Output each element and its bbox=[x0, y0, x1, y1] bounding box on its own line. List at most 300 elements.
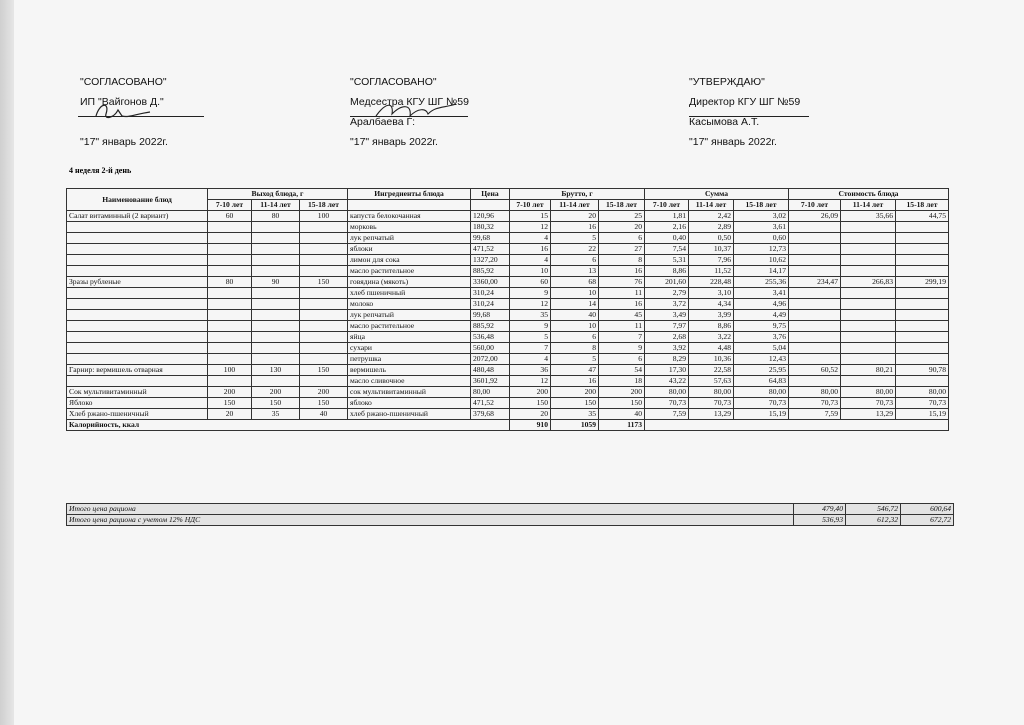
header-price: Цена bbox=[471, 189, 510, 200]
output-cell bbox=[208, 310, 252, 321]
sum-cell: 3,72 bbox=[645, 299, 689, 310]
sum-cell: 10,62 bbox=[734, 255, 789, 266]
ingredient-cell: лук репчатый bbox=[348, 233, 471, 244]
dish-name-cell bbox=[67, 288, 208, 299]
ingredient-cell: вермишель bbox=[348, 365, 471, 376]
output-cell bbox=[208, 233, 252, 244]
ingredient-cell: масло сливочное bbox=[348, 376, 471, 387]
output-cell: 200 bbox=[252, 387, 300, 398]
dish-name-cell bbox=[67, 233, 208, 244]
gross-cell: 45 bbox=[599, 310, 645, 321]
sum-cell: 3,41 bbox=[734, 288, 789, 299]
approval-title: "СОГЛАСОВАНО" bbox=[350, 76, 437, 88]
gross-cell: 11 bbox=[599, 288, 645, 299]
cost-cell: 7,59 bbox=[789, 409, 841, 420]
cost-cell bbox=[789, 343, 841, 354]
cost-cell: 44,75 bbox=[896, 211, 949, 222]
cost-cell bbox=[841, 354, 896, 365]
price-cell: 99,68 bbox=[471, 233, 510, 244]
cost-cell bbox=[841, 343, 896, 354]
table-row bbox=[67, 277, 949, 288]
sum-cell: 7,59 bbox=[645, 409, 689, 420]
cost-cell bbox=[789, 376, 841, 387]
output-cell: 35 bbox=[252, 409, 300, 420]
output-cell bbox=[300, 321, 348, 332]
dish-name-cell bbox=[67, 310, 208, 321]
table-row bbox=[67, 409, 949, 420]
output-cell bbox=[300, 244, 348, 255]
gross-cell: 5 bbox=[551, 233, 599, 244]
sum-cell: 4,48 bbox=[689, 343, 734, 354]
gross-cell: 4 bbox=[510, 233, 551, 244]
output-cell bbox=[208, 343, 252, 354]
output-cell bbox=[208, 299, 252, 310]
sum-cell: 12,43 bbox=[734, 354, 789, 365]
cost-cell bbox=[841, 255, 896, 266]
calories-row bbox=[67, 420, 949, 431]
sum-cell: 22,58 bbox=[689, 365, 734, 376]
output-cell bbox=[300, 255, 348, 266]
dish-name-cell bbox=[67, 343, 208, 354]
gross-cell: 14 bbox=[551, 299, 599, 310]
output-cell bbox=[300, 266, 348, 277]
ingredient-cell: хлеб пшеничный bbox=[348, 288, 471, 299]
output-cell bbox=[208, 332, 252, 343]
sum-cell: 80,00 bbox=[734, 387, 789, 398]
sum-cell: 3,22 bbox=[689, 332, 734, 343]
price-cell: 3360,00 bbox=[471, 277, 510, 288]
output-cell: 150 bbox=[300, 398, 348, 409]
cost-cell: 70,73 bbox=[789, 398, 841, 409]
sum-cell: 70,73 bbox=[689, 398, 734, 409]
header-cost: Стоимость блюда bbox=[789, 189, 949, 200]
cost-cell bbox=[841, 288, 896, 299]
table-row bbox=[67, 321, 949, 332]
table-row bbox=[67, 354, 949, 365]
header-age: 11-14 лет bbox=[841, 200, 896, 211]
menu-day-title: 4 неделя 2-й день bbox=[69, 166, 132, 175]
price-cell: 99,68 bbox=[471, 310, 510, 321]
output-cell bbox=[208, 255, 252, 266]
price-cell: 536,48 bbox=[471, 332, 510, 343]
gross-cell: 16 bbox=[599, 299, 645, 310]
header-output: Выход блюда, г bbox=[208, 189, 348, 200]
cost-cell: 80,00 bbox=[841, 387, 896, 398]
signature-line-3 bbox=[689, 116, 809, 117]
cost-cell: 266,83 bbox=[841, 277, 896, 288]
approval-person: Аралбаева Г: bbox=[350, 116, 416, 128]
sum-cell: 3,10 bbox=[689, 288, 734, 299]
sum-cell: 64,83 bbox=[734, 376, 789, 387]
header-dish-name: Наименование блюд bbox=[67, 189, 208, 211]
cost-cell bbox=[896, 244, 949, 255]
cost-cell bbox=[896, 299, 949, 310]
approval-date: "17" январь 2022г. bbox=[80, 136, 168, 148]
output-cell bbox=[300, 222, 348, 233]
gross-cell: 60 bbox=[510, 277, 551, 288]
gross-cell: 16 bbox=[510, 244, 551, 255]
gross-cell: 25 bbox=[599, 211, 645, 222]
output-cell: 150 bbox=[300, 277, 348, 288]
output-cell: 150 bbox=[208, 398, 252, 409]
sum-cell: 11,52 bbox=[689, 266, 734, 277]
approval-title: "СОГЛАСОВАНО" bbox=[80, 76, 167, 88]
gross-cell: 10 bbox=[551, 288, 599, 299]
sum-cell: 3,99 bbox=[689, 310, 734, 321]
cost-cell bbox=[896, 288, 949, 299]
sum-cell: 0,60 bbox=[734, 233, 789, 244]
gross-cell: 18 bbox=[599, 376, 645, 387]
header-age: 7-10 лет bbox=[510, 200, 551, 211]
output-cell bbox=[300, 376, 348, 387]
table-row bbox=[67, 288, 949, 299]
dish-name-cell: Хлеб ржано-пшеничный bbox=[67, 409, 208, 420]
output-cell bbox=[300, 343, 348, 354]
cost-cell bbox=[789, 266, 841, 277]
cost-cell bbox=[789, 233, 841, 244]
sum-cell: 0,50 bbox=[689, 233, 734, 244]
sum-cell: 10,37 bbox=[689, 244, 734, 255]
output-cell bbox=[252, 321, 300, 332]
gross-cell: 20 bbox=[599, 222, 645, 233]
sum-cell: 2,79 bbox=[645, 288, 689, 299]
gross-cell: 35 bbox=[510, 310, 551, 321]
cost-cell: 80,00 bbox=[896, 387, 949, 398]
sum-cell: 4,96 bbox=[734, 299, 789, 310]
output-cell bbox=[252, 343, 300, 354]
sum-cell: 255,36 bbox=[734, 277, 789, 288]
cost-cell: 234,47 bbox=[789, 277, 841, 288]
dish-name-cell bbox=[67, 376, 208, 387]
ingredient-cell: молоко bbox=[348, 299, 471, 310]
calories-value: 1059 bbox=[551, 420, 599, 431]
gross-cell: 35 bbox=[551, 409, 599, 420]
output-cell: 200 bbox=[300, 387, 348, 398]
output-cell: 150 bbox=[252, 398, 300, 409]
output-cell bbox=[300, 233, 348, 244]
sum-cell: 5,04 bbox=[734, 343, 789, 354]
cost-cell bbox=[841, 233, 896, 244]
output-cell bbox=[252, 376, 300, 387]
gross-cell: 200 bbox=[551, 387, 599, 398]
cost-cell: 26,09 bbox=[789, 211, 841, 222]
totals-table bbox=[66, 503, 954, 526]
output-cell: 80 bbox=[252, 211, 300, 222]
dish-name-cell bbox=[67, 299, 208, 310]
ingredient-cell: яйца bbox=[348, 332, 471, 343]
sum-cell: 2,16 bbox=[645, 222, 689, 233]
ingredient-cell: яблоко bbox=[348, 398, 471, 409]
output-cell bbox=[252, 222, 300, 233]
totals-label: Итого цена рациона с учетом 12% НДС bbox=[67, 515, 794, 526]
dish-name-cell: Гарнир: вермишель отварная bbox=[67, 365, 208, 376]
approval-title: "УТВЕРЖДАЮ" bbox=[689, 76, 765, 88]
table-row bbox=[67, 365, 949, 376]
price-cell: 379,68 bbox=[471, 409, 510, 420]
output-cell bbox=[252, 310, 300, 321]
cost-cell bbox=[896, 376, 949, 387]
gross-cell: 6 bbox=[599, 354, 645, 365]
cost-cell: 80,00 bbox=[789, 387, 841, 398]
table-row bbox=[67, 376, 949, 387]
table-row bbox=[67, 244, 949, 255]
totals-row bbox=[67, 515, 954, 526]
cost-cell bbox=[896, 321, 949, 332]
dish-name-cell bbox=[67, 255, 208, 266]
sum-cell: 80,00 bbox=[645, 387, 689, 398]
calories-label: Калорийность, ккал bbox=[67, 420, 510, 431]
sum-cell: 80,00 bbox=[689, 387, 734, 398]
sum-cell: 2,42 bbox=[689, 211, 734, 222]
gross-cell: 4 bbox=[510, 354, 551, 365]
sum-cell: 25,95 bbox=[734, 365, 789, 376]
calories-value: 1173 bbox=[599, 420, 645, 431]
gross-cell: 68 bbox=[551, 277, 599, 288]
sum-cell: 3,49 bbox=[645, 310, 689, 321]
cost-cell bbox=[789, 222, 841, 233]
gross-cell: 12 bbox=[510, 299, 551, 310]
gross-cell: 40 bbox=[551, 310, 599, 321]
table-row bbox=[67, 299, 949, 310]
calories-value: 910 bbox=[510, 420, 551, 431]
table-row bbox=[67, 233, 949, 244]
gross-cell: 40 bbox=[599, 409, 645, 420]
cost-cell bbox=[789, 288, 841, 299]
output-cell bbox=[208, 288, 252, 299]
header-sum: Сумма bbox=[645, 189, 789, 200]
gross-cell: 27 bbox=[599, 244, 645, 255]
header-age: 11-14 лет bbox=[551, 200, 599, 211]
output-cell: 90 bbox=[252, 277, 300, 288]
signature-1 bbox=[92, 100, 162, 122]
gross-cell: 6 bbox=[599, 233, 645, 244]
totals-value: 479,40 bbox=[794, 504, 846, 515]
sum-cell: 10,36 bbox=[689, 354, 734, 365]
calories-empty bbox=[645, 420, 949, 431]
approval-position: ИП "Вайгонов Д." bbox=[80, 96, 164, 108]
sum-cell: 0,40 bbox=[645, 233, 689, 244]
cost-cell: 35,66 bbox=[841, 211, 896, 222]
output-cell bbox=[208, 244, 252, 255]
dish-name-cell bbox=[67, 266, 208, 277]
sum-cell: 9,75 bbox=[734, 321, 789, 332]
ingredient-cell: лук репчатый bbox=[348, 310, 471, 321]
output-cell bbox=[300, 354, 348, 365]
ingredient-cell: сухари bbox=[348, 343, 471, 354]
gross-cell: 4 bbox=[510, 255, 551, 266]
ingredient-cell: морковь bbox=[348, 222, 471, 233]
cost-cell bbox=[896, 255, 949, 266]
gross-cell: 11 bbox=[599, 321, 645, 332]
dish-name-cell bbox=[67, 321, 208, 332]
gross-cell: 8 bbox=[599, 255, 645, 266]
price-cell: 3601,92 bbox=[471, 376, 510, 387]
gross-cell: 20 bbox=[551, 211, 599, 222]
output-cell bbox=[208, 222, 252, 233]
page-shadow bbox=[0, 0, 14, 725]
gross-cell: 9 bbox=[510, 288, 551, 299]
price-cell: 180,32 bbox=[471, 222, 510, 233]
ingredient-cell: сок мультивитаминный bbox=[348, 387, 471, 398]
output-cell: 40 bbox=[300, 409, 348, 420]
sum-cell: 5,31 bbox=[645, 255, 689, 266]
header-age: 15-18 лет bbox=[599, 200, 645, 211]
cost-cell: 70,73 bbox=[841, 398, 896, 409]
sum-cell: 8,86 bbox=[689, 321, 734, 332]
cost-cell: 13,29 bbox=[841, 409, 896, 420]
gross-cell: 9 bbox=[599, 343, 645, 354]
approval-position: Медсестра КГУ ШГ №59 bbox=[350, 96, 469, 108]
ingredient-cell: хлеб ржано-пшеничный bbox=[348, 409, 471, 420]
output-cell: 100 bbox=[208, 365, 252, 376]
dish-name-cell: Зразы рубленые bbox=[67, 277, 208, 288]
cost-cell bbox=[896, 310, 949, 321]
header-age: 7-10 лет bbox=[208, 200, 252, 211]
output-cell: 100 bbox=[300, 211, 348, 222]
table-row bbox=[67, 266, 949, 277]
totals-label: Итого цена рациона bbox=[67, 504, 794, 515]
sum-cell: 57,63 bbox=[689, 376, 734, 387]
ingredient-cell: говядина (мякоть) bbox=[348, 277, 471, 288]
cost-cell bbox=[841, 222, 896, 233]
sum-cell: 7,96 bbox=[689, 255, 734, 266]
gross-cell: 16 bbox=[599, 266, 645, 277]
table-row bbox=[67, 343, 949, 354]
gross-cell: 12 bbox=[510, 222, 551, 233]
header-age: 11-14 лет bbox=[689, 200, 734, 211]
table-row bbox=[67, 222, 949, 233]
cost-cell bbox=[896, 266, 949, 277]
gross-cell: 10 bbox=[551, 321, 599, 332]
gross-cell: 6 bbox=[551, 255, 599, 266]
output-cell bbox=[300, 332, 348, 343]
output-cell: 20 bbox=[208, 409, 252, 420]
price-cell: 560,00 bbox=[471, 343, 510, 354]
sum-cell: 228,48 bbox=[689, 277, 734, 288]
cost-cell bbox=[841, 266, 896, 277]
cost-cell bbox=[789, 255, 841, 266]
dish-name-cell bbox=[67, 244, 208, 255]
sum-cell: 2,89 bbox=[689, 222, 734, 233]
gross-cell: 54 bbox=[599, 365, 645, 376]
dish-name-cell bbox=[67, 354, 208, 365]
sum-cell: 201,60 bbox=[645, 277, 689, 288]
cost-cell bbox=[789, 310, 841, 321]
output-cell: 200 bbox=[208, 387, 252, 398]
sum-cell: 1,81 bbox=[645, 211, 689, 222]
ingredient-cell: петрушка bbox=[348, 354, 471, 365]
sum-cell: 70,73 bbox=[645, 398, 689, 409]
cost-cell bbox=[841, 332, 896, 343]
cost-cell bbox=[841, 376, 896, 387]
approval-date: "17" январь 2022г. bbox=[350, 136, 438, 148]
cost-cell: 80,21 bbox=[841, 365, 896, 376]
approval-block-3 bbox=[689, 72, 800, 152]
gross-cell: 5 bbox=[551, 354, 599, 365]
price-cell: 885,92 bbox=[471, 321, 510, 332]
sum-cell: 7,97 bbox=[645, 321, 689, 332]
header-age: 7-10 лет bbox=[789, 200, 841, 211]
output-cell bbox=[208, 321, 252, 332]
menu-table bbox=[66, 188, 949, 431]
output-cell bbox=[300, 288, 348, 299]
gross-cell: 9 bbox=[510, 321, 551, 332]
output-cell: 130 bbox=[252, 365, 300, 376]
gross-cell: 150 bbox=[599, 398, 645, 409]
approval-person: Касымова А.Т. bbox=[689, 116, 760, 128]
output-cell bbox=[252, 244, 300, 255]
gross-cell: 10 bbox=[510, 266, 551, 277]
price-cell: 310,24 bbox=[471, 288, 510, 299]
cost-cell bbox=[789, 299, 841, 310]
approval-position: Директор КГУ ШГ №59 bbox=[689, 96, 801, 108]
output-cell bbox=[252, 332, 300, 343]
price-cell: 471,52 bbox=[471, 244, 510, 255]
gross-cell: 7 bbox=[599, 332, 645, 343]
output-cell bbox=[252, 233, 300, 244]
price-cell: 80,00 bbox=[471, 387, 510, 398]
output-cell: 60 bbox=[208, 211, 252, 222]
sum-cell: 7,54 bbox=[645, 244, 689, 255]
output-cell bbox=[208, 354, 252, 365]
output-cell bbox=[252, 255, 300, 266]
cost-cell bbox=[896, 343, 949, 354]
sum-cell: 4,34 bbox=[689, 299, 734, 310]
cost-cell bbox=[896, 332, 949, 343]
cost-cell bbox=[789, 321, 841, 332]
output-cell bbox=[300, 299, 348, 310]
sum-cell: 70,73 bbox=[734, 398, 789, 409]
gross-cell: 15 bbox=[510, 211, 551, 222]
sum-cell: 43,22 bbox=[645, 376, 689, 387]
header-age: 15-18 лет bbox=[896, 200, 949, 211]
header-age: 15-18 лет bbox=[300, 200, 348, 211]
output-cell bbox=[208, 266, 252, 277]
price-cell: 1327,20 bbox=[471, 255, 510, 266]
cost-cell bbox=[841, 299, 896, 310]
sum-cell: 2,68 bbox=[645, 332, 689, 343]
sum-cell: 14,17 bbox=[734, 266, 789, 277]
gross-cell: 22 bbox=[551, 244, 599, 255]
totals-value: 612,32 bbox=[846, 515, 901, 526]
dish-name-cell bbox=[67, 332, 208, 343]
cost-cell bbox=[789, 244, 841, 255]
output-cell bbox=[300, 310, 348, 321]
sum-cell: 3,76 bbox=[734, 332, 789, 343]
totals-value: 600,64 bbox=[901, 504, 954, 515]
totals-value: 536,93 bbox=[794, 515, 846, 526]
header-age: 15-18 лет bbox=[734, 200, 789, 211]
output-cell: 80 bbox=[208, 277, 252, 288]
gross-cell: 16 bbox=[551, 222, 599, 233]
output-cell bbox=[252, 299, 300, 310]
gross-cell: 13 bbox=[551, 266, 599, 277]
cost-cell bbox=[789, 332, 841, 343]
cost-cell: 90,78 bbox=[896, 365, 949, 376]
totals-value: 672,72 bbox=[901, 515, 954, 526]
header-age: 7-10 лет bbox=[645, 200, 689, 211]
sum-cell: 3,92 bbox=[645, 343, 689, 354]
cost-cell: 299,19 bbox=[896, 277, 949, 288]
output-cell bbox=[208, 376, 252, 387]
cost-cell bbox=[896, 233, 949, 244]
table-row bbox=[67, 387, 949, 398]
approval-date: "17" январь 2022г. bbox=[689, 136, 777, 148]
gross-cell: 20 bbox=[510, 409, 551, 420]
sum-cell: 15,19 bbox=[734, 409, 789, 420]
gross-cell: 5 bbox=[510, 332, 551, 343]
price-cell: 885,92 bbox=[471, 266, 510, 277]
